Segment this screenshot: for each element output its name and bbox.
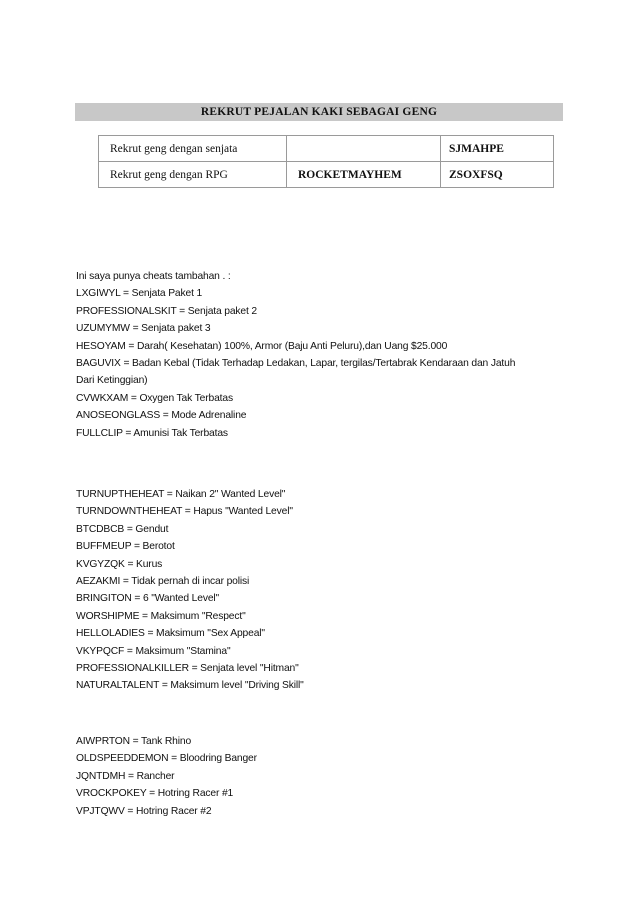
cheat-list-extra bbox=[76, 268, 566, 442]
list-item: ANOSEONGLASS = Mode Adrenaline bbox=[76, 410, 247, 422]
section-banner: REKRUT PEJALAN KAKI SEBAGAI GENG bbox=[75, 103, 563, 121]
list-item: PROFESSIONALSKIT = Senjata paket 2 bbox=[76, 305, 258, 317]
list-item: BRINGITON = 6 "Wanted Level" bbox=[76, 593, 220, 605]
list-item: AEZAKMI = Tidak pernah di incar polisi bbox=[76, 576, 250, 588]
list-item: PROFESSIONALKILLER = Senjata level "Hitman" bbox=[76, 663, 299, 675]
table-cell-code: ROCKETMAYHEM bbox=[287, 162, 441, 188]
list-item: BUFFMEUP = Berotot bbox=[76, 541, 175, 553]
list-item: LXGIWYL = Senjata Paket 1 bbox=[76, 288, 203, 300]
table-cell-code: ZSOXFSQ bbox=[441, 162, 554, 188]
table-cell-label: Rekrut geng dengan senjata bbox=[99, 136, 287, 162]
list-item: NATURALTALENT = Maksimum level "Driving Skill" bbox=[76, 680, 304, 692]
list-item: AIWPRTON = Tank Rhino bbox=[76, 736, 192, 747]
list-item: Dari Ketinggian) bbox=[76, 375, 148, 387]
cheat-table bbox=[98, 135, 554, 188]
table-cell-label: Rekrut geng dengan RPG bbox=[99, 162, 287, 188]
list-item: KVGYZQK = Kurus bbox=[76, 558, 163, 570]
list-item: VROCKPOKEY = Hotring Racer #1 bbox=[76, 788, 234, 800]
list-item: VPJTQWV = Hotring Racer #2 bbox=[76, 805, 212, 817]
list-item: HESOYAM = Darah( Kesehatan) 100%, Armor (Baju Anti Peluru),dan Uang $25.000 bbox=[76, 340, 448, 352]
list-item: BTCDBCB = Gendut bbox=[76, 523, 169, 535]
list-item: WORSHIPME = Maksimum "Respect" bbox=[76, 610, 246, 622]
list-item: OLDSPEEDDEMON = Bloodring Banger bbox=[76, 753, 257, 765]
list-item: UZUMYMW = Senjata paket 3 bbox=[76, 323, 211, 335]
cheat-list-vehicles bbox=[76, 733, 566, 820]
list-item: JQNTDMH = Rancher bbox=[76, 770, 175, 782]
table-cell-code: SJMAHPE bbox=[441, 136, 554, 162]
list-item: TURNDOWNTHEHEAT = Hapus "Wanted Level" bbox=[76, 506, 293, 518]
list-item: HELLOLADIES = Maksimum "Sex Appeal" bbox=[76, 628, 265, 640]
table-row bbox=[99, 136, 554, 162]
list-item: FULLCLIP = Amunisi Tak Terbatas bbox=[76, 427, 228, 439]
list-item: CVWKXAM = Oxygen Tak Terbatas bbox=[76, 392, 233, 404]
table-row bbox=[99, 162, 554, 188]
table-cell-code bbox=[287, 136, 441, 162]
list-item: VKYPQCF = Maksimum "Stamina" bbox=[76, 645, 231, 657]
cheat-list-player bbox=[76, 486, 566, 695]
list-item: Ini saya punya cheats tambahan . : bbox=[76, 271, 231, 282]
list-item: BAGUVIX = Badan Kebal (Tidak Terhadap Ledakan, Lapar, tergilas/Tertabrak Kendaraan dan Jatuh bbox=[76, 358, 516, 370]
list-item: TURNUPTHEHEAT = Naikan 2" Wanted Level" bbox=[76, 489, 286, 500]
